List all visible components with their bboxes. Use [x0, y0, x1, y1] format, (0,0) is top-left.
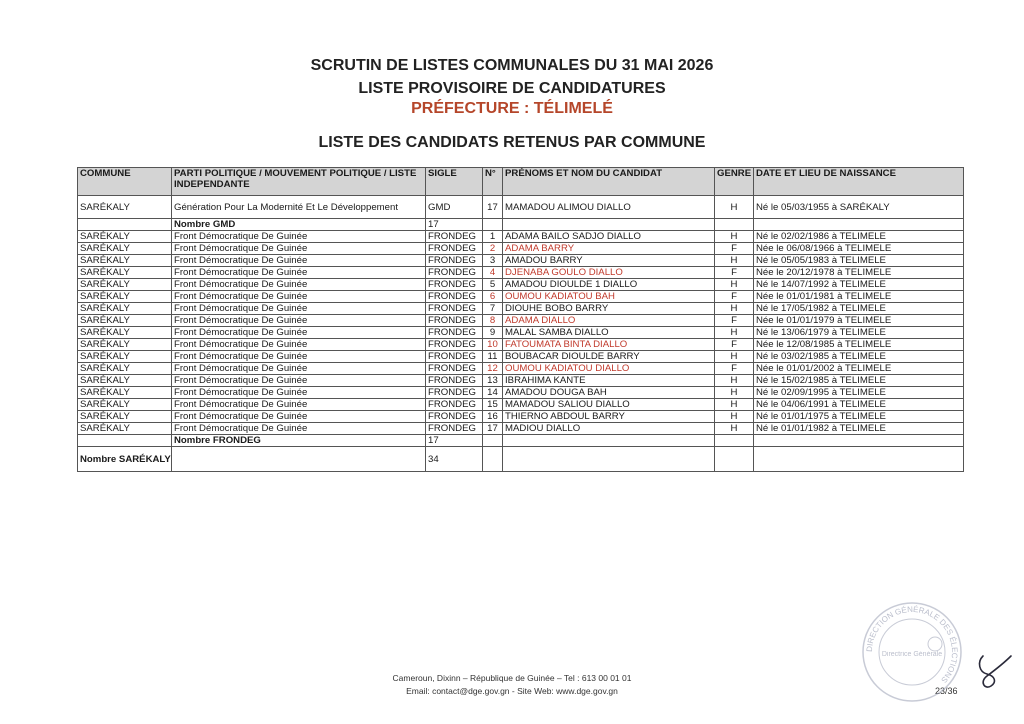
table-row [78, 279, 964, 291]
cell-commune: SARÉKALY [78, 387, 172, 399]
table-row-gmd [78, 196, 964, 219]
table-row [78, 267, 964, 279]
cell-parti: Front Démocratique De Guinée [172, 291, 426, 303]
cell-naissance: Née le 01/01/1981 à TELIMELE [754, 291, 964, 303]
cell-genre: H [715, 279, 754, 291]
cell-naissance: Né le 05/05/1983 à TELIMELE [754, 255, 964, 267]
cell-nom: IBRAHIMA KANTE [503, 375, 715, 387]
table-row [78, 255, 964, 267]
cell-sigle: FRONDEG [426, 399, 483, 411]
cell-empty [503, 219, 715, 231]
cell-total-label: Nombre FRONDEG [172, 435, 426, 447]
cell-nom: THIERNO ABDOUL BARRY [503, 411, 715, 423]
cell-sigle: FRONDEG [426, 303, 483, 315]
cell-sigle: FRONDEG [426, 375, 483, 387]
cell-sigle: FRONDEG [426, 423, 483, 435]
cell-genre: F [715, 291, 754, 303]
cell-genre: H [715, 351, 754, 363]
cell-nom: AMADOU DOUGA BAH [503, 387, 715, 399]
cell-sigle: FRONDEG [426, 231, 483, 243]
cell-naissance: Née le 12/08/1985 à TELIMELE [754, 339, 964, 351]
cell-genre: H [715, 327, 754, 339]
cell-genre: H [715, 411, 754, 423]
official-stamp [860, 600, 964, 704]
table-row [78, 315, 964, 327]
cell-sigle: FRONDEG [426, 327, 483, 339]
cell-commune: SARÉKALY [78, 291, 172, 303]
cell-parti: Front Démocratique De Guinée [172, 387, 426, 399]
cell-naissance: Né le 02/02/1986 à TELIMELE [754, 231, 964, 243]
cell-no: 2 [483, 243, 503, 255]
cell-nom: OUMOU KADIATOU BAH [503, 291, 715, 303]
svg-text:DIRECTION GÉNÉRALE DES ÉLECTIO [865, 605, 959, 685]
table-row [78, 291, 964, 303]
cell-no: 15 [483, 399, 503, 411]
cell-naissance: Né le 03/02/1985 à TELIMELE [754, 351, 964, 363]
cell-genre: H [715, 399, 754, 411]
cell-nom: FATOUMATA BINTA DIALLO [503, 339, 715, 351]
cell-no: 17 [483, 196, 503, 219]
footer-contact: Email: contact@dge.gov.gn - Site Web: www.dge.gov.gn [406, 686, 618, 696]
cell-empty [78, 219, 172, 231]
cell-parti: Front Démocratique De Guinée [172, 327, 426, 339]
col-header-parti: PARTI POLITIQUE / MOUVEMENT POLITIQUE / LISTE INDEPENDANTE [172, 168, 426, 196]
cell-nom: MADIOU DIALLO [503, 423, 715, 435]
cell-naissance: Né le 17/05/1982 à TELIMELE [754, 303, 964, 315]
cell-naissance: Née le 01/01/1979 à TELIMELE [754, 315, 964, 327]
table-row [78, 327, 964, 339]
cell-nom: AMADOU DIOULDE 1 DIALLO [503, 279, 715, 291]
table-row [78, 363, 964, 375]
cell-commune: SARÉKALY [78, 399, 172, 411]
cell-nom: BOUBACAR DIOULDE BARRY [503, 351, 715, 363]
table-row [78, 423, 964, 435]
cell-empty [715, 219, 754, 231]
cell-empty [172, 447, 426, 472]
table-subtitle: LISTE DES CANDIDATS RETENUS PAR COMMUNE [318, 134, 706, 151]
cell-empty [78, 435, 172, 447]
cell-parti: Génération Pour La Modernité Et Le Développement [172, 196, 426, 219]
cell-parti: Front Démocratique De Guinée [172, 255, 426, 267]
cell-nom: MAMADOU ALIMOU DIALLO [503, 196, 715, 219]
cell-parti: Front Démocratique De Guinée [172, 279, 426, 291]
col-header-commune: COMMUNE [78, 168, 172, 196]
cell-naissance: Née le 20/12/1978 à TELIMELE [754, 267, 964, 279]
cell-commune: SARÉKALY [78, 375, 172, 387]
cell-parti: Front Démocratique De Guinée [172, 351, 426, 363]
cell-parti: Front Démocratique De Guinée [172, 339, 426, 351]
cell-commune: SARÉKALY [78, 327, 172, 339]
candidates-table [77, 167, 964, 472]
cell-sigle: FRONDEG [426, 243, 483, 255]
cell-sigle: FRONDEG [426, 363, 483, 375]
cell-total-label: Nombre SARÉKALY [78, 447, 172, 472]
cell-genre: F [715, 315, 754, 327]
cell-sigle: GMD [426, 196, 483, 219]
cell-commune: SARÉKALY [78, 267, 172, 279]
table-row-total-gmd [78, 219, 964, 231]
cell-naissance: Né le 05/03/1955 à SARÉKALY [754, 196, 964, 219]
cell-no: 7 [483, 303, 503, 315]
footer-address: Cameroun, Dixinn – République de Guinée – Tel : 613 00 01 01 [392, 673, 632, 683]
cell-commune: SARÉKALY [78, 351, 172, 363]
cell-parti: Front Démocratique De Guinée [172, 315, 426, 327]
cell-sigle: FRONDEG [426, 255, 483, 267]
cell-commune: SARÉKALY [78, 279, 172, 291]
cell-sigle: FRONDEG [426, 339, 483, 351]
cell-sigle: FRONDEG [426, 279, 483, 291]
cell-parti: Front Démocratique De Guinée [172, 267, 426, 279]
cell-nom: MALAL SAMBA DIALLO [503, 327, 715, 339]
cell-no: 16 [483, 411, 503, 423]
table-row-total [78, 435, 964, 447]
title-line-1: SCRUTIN DE LISTES COMMUNALES DU 31 MAI 2026 [310, 57, 714, 74]
cell-commune: SARÉKALY [78, 196, 172, 219]
cell-nom: DIOUHE BOBO BARRY [503, 303, 715, 315]
cell-parti: Front Démocratique De Guinée [172, 303, 426, 315]
col-header-nom: PRÉNOMS ET NOM DU CANDIDAT [503, 168, 715, 196]
cell-no: 4 [483, 267, 503, 279]
table-row [78, 375, 964, 387]
cell-naissance: Née le 01/01/2002 à TELIMELE [754, 363, 964, 375]
cell-empty [715, 447, 754, 472]
cell-parti: Front Démocratique De Guinée [172, 375, 426, 387]
cell-nom: ADAMA DIALLO [503, 315, 715, 327]
cell-commune: SARÉKALY [78, 363, 172, 375]
cell-total-value: 34 [426, 447, 483, 472]
cell-parti: Front Démocratique De Guinée [172, 231, 426, 243]
cell-no: 10 [483, 339, 503, 351]
cell-naissance: Né le 01/01/1982 à TELIMELE [754, 423, 964, 435]
cell-nom: AMADOU BARRY [503, 255, 715, 267]
title-line-2: LISTE PROVISOIRE DE CANDIDATURES [358, 80, 666, 97]
cell-empty [483, 219, 503, 231]
cell-commune: SARÉKALY [78, 423, 172, 435]
cell-genre: H [715, 375, 754, 387]
table-header-row [78, 168, 964, 196]
col-header-naissance: DATE ET LIEU DE NAISSANCE [754, 168, 964, 196]
cell-empty [754, 219, 964, 231]
cell-sigle: FRONDEG [426, 315, 483, 327]
cell-parti: Front Démocratique De Guinée [172, 411, 426, 423]
cell-no: 9 [483, 327, 503, 339]
cell-naissance: Né le 04/06/1991 à TELIMELE [754, 399, 964, 411]
cell-empty [503, 447, 715, 472]
table-row [78, 339, 964, 351]
prefecture-title: PRÉFECTURE : TÉLIMELÉ [411, 100, 613, 117]
col-header-genre: GENRE [715, 168, 754, 196]
cell-parti: Front Démocratique De Guinée [172, 423, 426, 435]
cell-naissance: Né le 13/06/1979 à TELIMELE [754, 327, 964, 339]
cell-commune: SARÉKALY [78, 243, 172, 255]
cell-sigle: FRONDEG [426, 351, 483, 363]
cell-nom: DJENABA GOULO DIALLO [503, 267, 715, 279]
cell-no: 1 [483, 231, 503, 243]
cell-naissance: Né le 01/01/1975 à TELIMELE [754, 411, 964, 423]
cell-genre: F [715, 363, 754, 375]
cell-genre: H [715, 387, 754, 399]
cell-no: 11 [483, 351, 503, 363]
cell-nom: OUMOU KADIATOU DIALLO [503, 363, 715, 375]
cell-nom: ADAMA BARRY [503, 243, 715, 255]
cell-empty [503, 435, 715, 447]
table-row [78, 231, 964, 243]
cell-commune: SARÉKALY [78, 339, 172, 351]
cell-empty [483, 435, 503, 447]
cell-no: 14 [483, 387, 503, 399]
cell-no: 17 [483, 423, 503, 435]
cell-genre: H [715, 196, 754, 219]
cell-total-value: 17 [426, 219, 483, 231]
cell-genre: H [715, 231, 754, 243]
cell-sigle: FRONDEG [426, 411, 483, 423]
cell-commune: SARÉKALY [78, 411, 172, 423]
cell-sigle: FRONDEG [426, 267, 483, 279]
table-row [78, 399, 964, 411]
cell-empty [754, 447, 964, 472]
cell-naissance: Née le 06/08/1966 à TELIMELE [754, 243, 964, 255]
cell-sigle: FRONDEG [426, 291, 483, 303]
cell-empty [483, 447, 503, 472]
cell-genre: H [715, 303, 754, 315]
cell-naissance: Né le 02/09/1995 à TELIMELE [754, 387, 964, 399]
cell-commune: SARÉKALY [78, 255, 172, 267]
cell-empty [754, 435, 964, 447]
col-header-no: N° [483, 168, 503, 196]
table-row [78, 243, 964, 255]
cell-nom: MAMADOU SALIOU DIALLO [503, 399, 715, 411]
cell-nom: ADAMA BAILO SADJO DIALLO [503, 231, 715, 243]
cell-genre: F [715, 339, 754, 351]
cell-genre: F [715, 267, 754, 279]
stamp-outer-text: DIRECTION GÉNÉRALE DES ÉLECTIONS [864, 604, 960, 685]
cell-total-value: 17 [426, 435, 483, 447]
cell-naissance: Né le 15/02/1985 à TELIMELE [754, 375, 964, 387]
cell-genre: F [715, 243, 754, 255]
cell-sigle: FRONDEG [426, 387, 483, 399]
cell-parti: Front Démocratique De Guinée [172, 243, 426, 255]
cell-commune: SARÉKALY [78, 315, 172, 327]
cell-no: 5 [483, 279, 503, 291]
cell-no: 3 [483, 255, 503, 267]
page-number: 23/36 [935, 686, 958, 696]
table-row [78, 387, 964, 399]
table-row [78, 351, 964, 363]
cell-genre: H [715, 255, 754, 267]
cell-naissance: Né le 14/07/1992 à TELIMELE [754, 279, 964, 291]
cell-genre: H [715, 423, 754, 435]
cell-commune: SARÉKALY [78, 303, 172, 315]
cell-parti: Front Démocratique De Guinée [172, 363, 426, 375]
cell-empty [715, 435, 754, 447]
cell-no: 12 [483, 363, 503, 375]
cell-commune: SARÉKALY [78, 231, 172, 243]
cell-no: 6 [483, 291, 503, 303]
table-row [78, 303, 964, 315]
cell-parti: Front Démocratique De Guinée [172, 399, 426, 411]
col-header-sigle: SIGLE [426, 168, 483, 196]
stamp-inner-text: Directrice Générale [881, 651, 943, 658]
signature [975, 652, 1017, 690]
cell-no: 8 [483, 315, 503, 327]
cell-total-label: Nombre GMD [172, 219, 426, 231]
table-row-total [78, 447, 964, 472]
table-row [78, 411, 964, 423]
cell-no: 13 [483, 375, 503, 387]
